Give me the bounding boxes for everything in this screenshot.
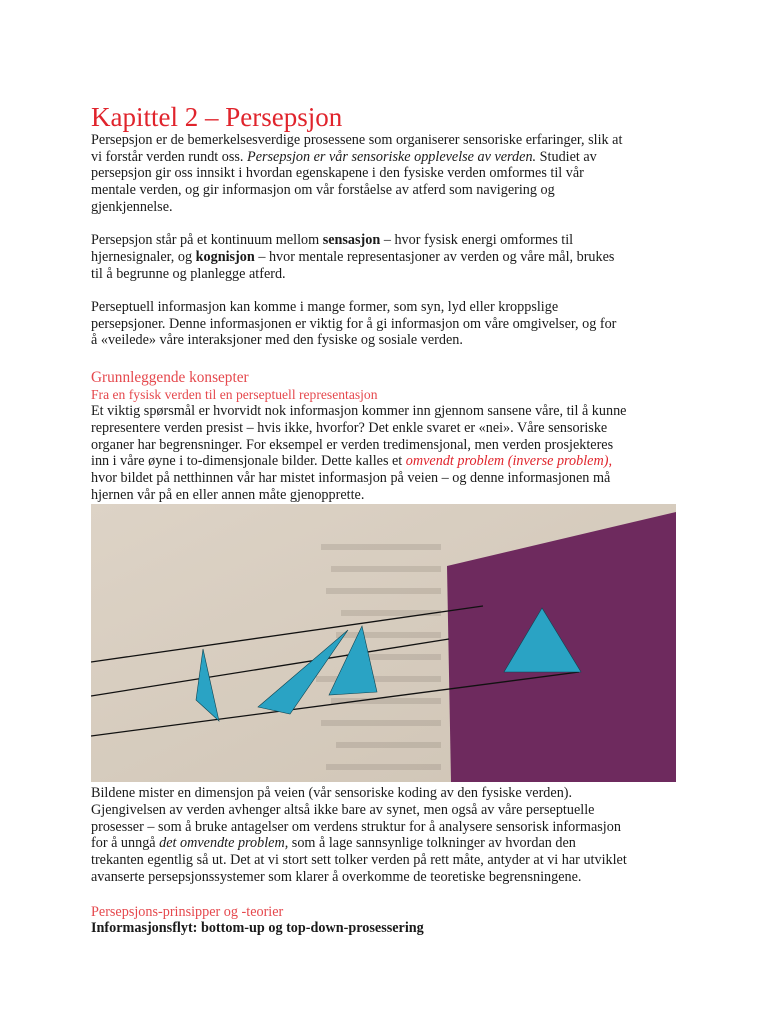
text-line: vi forstår verden rundt oss. Persepsjon er vår sensoriske opplevelse av verden. Studiet av <box>91 148 597 165</box>
text-line: mentale verden, og gir informasjon om vår forståelse av atferd som navigering og <box>91 182 555 199</box>
paragraph-intro <box>91 132 691 216</box>
paragraph-inverse-problem <box>91 403 691 503</box>
text-line: inn i våre øyne i to-dimensjonale bilder. Dette kalles et omvendt problem (inverse problem), <box>91 453 612 470</box>
paragraph-information <box>91 299 691 349</box>
term-kognisjon: kognisjon <box>195 248 255 265</box>
paragraph-dimension <box>91 785 691 885</box>
text-line: Gjengivelsen av verden avhenger altså ikke bare av synet, men også av våre perseptuelle <box>91 802 595 819</box>
text-line: Persepsjon er de bemerkelsesverdige prosessene som organiserer sensoriske erfaringer, slik at <box>91 132 623 148</box>
text-line: Bildene mister en dimensjon på veien (vår sensoriske koding av den fysiske verden). <box>91 785 573 802</box>
text-line: til å begrunne og planlegge atferd. <box>91 265 286 282</box>
text-line: prosesser – som å bruke antagelser om verdens struktur for å analysere sensorisk informasjon <box>91 818 621 835</box>
text-line: Et viktig spørsmål er hvorvidt nok informasjon kommer inn gjennom sansene våre, til å kunne <box>91 403 627 420</box>
text-line: hjernen vår på en eller annen måte gjenopprette. <box>91 486 365 503</box>
text-line: Persepsjon står på et kontinuum mellom sensasjon – hvor fysisk energi omformes til <box>91 232 574 249</box>
text-line: avanserte persepsjonssystemer som klarer å overkomme de teoretiske begrensningene. <box>91 868 582 885</box>
subsection-heading-bold: Informasjonsflyt: bottom-up og top-down-prosessering <box>91 919 424 936</box>
section-heading: Persepsjons-prinsipper og -teorier <box>91 903 284 920</box>
document-page <box>91 102 691 937</box>
subsection-heading: Fra en fysisk verden til en perseptuell representasjon <box>91 387 378 403</box>
triangle-projection-figure <box>91 504 676 782</box>
term-sensasjon: sensasjon <box>322 232 381 249</box>
emphasis-definition: Persepsjon er vår sensoriske opplevelse av verden. <box>247 148 537 165</box>
text-line: persepsjon gir oss innsikt i hvordan egenskapene i den fysiske verden omformes til vår <box>91 165 584 182</box>
text-line: for å unngå det omvendte problem, som å lage sannsynlige tolkninger av hvordan den <box>91 835 576 852</box>
section-heading: Grunnleggende konsepter <box>91 369 249 387</box>
text-line: trekanten egentlig så ut. Det at vi stort sett tolker verden på rett måte, antyder at vi har utviklet <box>91 852 627 869</box>
text-line: representere verden presist – hvis ikke, hvorfor? Det enkle svaret er «nei». Våre sensoriske <box>91 419 608 436</box>
text-line: organer har begrensninger. For eksempel er verden tredimensjonal, men verden prosjekteres <box>91 436 614 453</box>
chapter-title: Kapittel 2 – Persepsjon <box>91 102 343 132</box>
text-line: Perseptuell informasjon kan komme i mange former, som syn, lyd eller kroppslige <box>91 299 559 315</box>
text-line: hjernesignaler, og kognisjon – hvor mentale representasjoner av verden og våre mål, brukes <box>91 248 615 265</box>
text-line: gjenkjennelse. <box>91 198 173 215</box>
text-line: hvor bildet på netthinnen vår har mistet informasjon på veien – og denne informasjonen må <box>91 469 611 486</box>
text-line: persepsjoner. Denne informasjonen er viktig for å gi informasjon om våre omgivelser, og for <box>91 315 617 332</box>
paragraph-continuum <box>91 232 691 282</box>
text-line: å «veilede» våre interaksjoner med den fysiske og sosiale verden. <box>91 332 463 349</box>
term-inverse-problem: omvendt problem (inverse problem), <box>405 453 612 470</box>
emphasis-inverse-problem: det omvendte problem, <box>159 835 289 852</box>
